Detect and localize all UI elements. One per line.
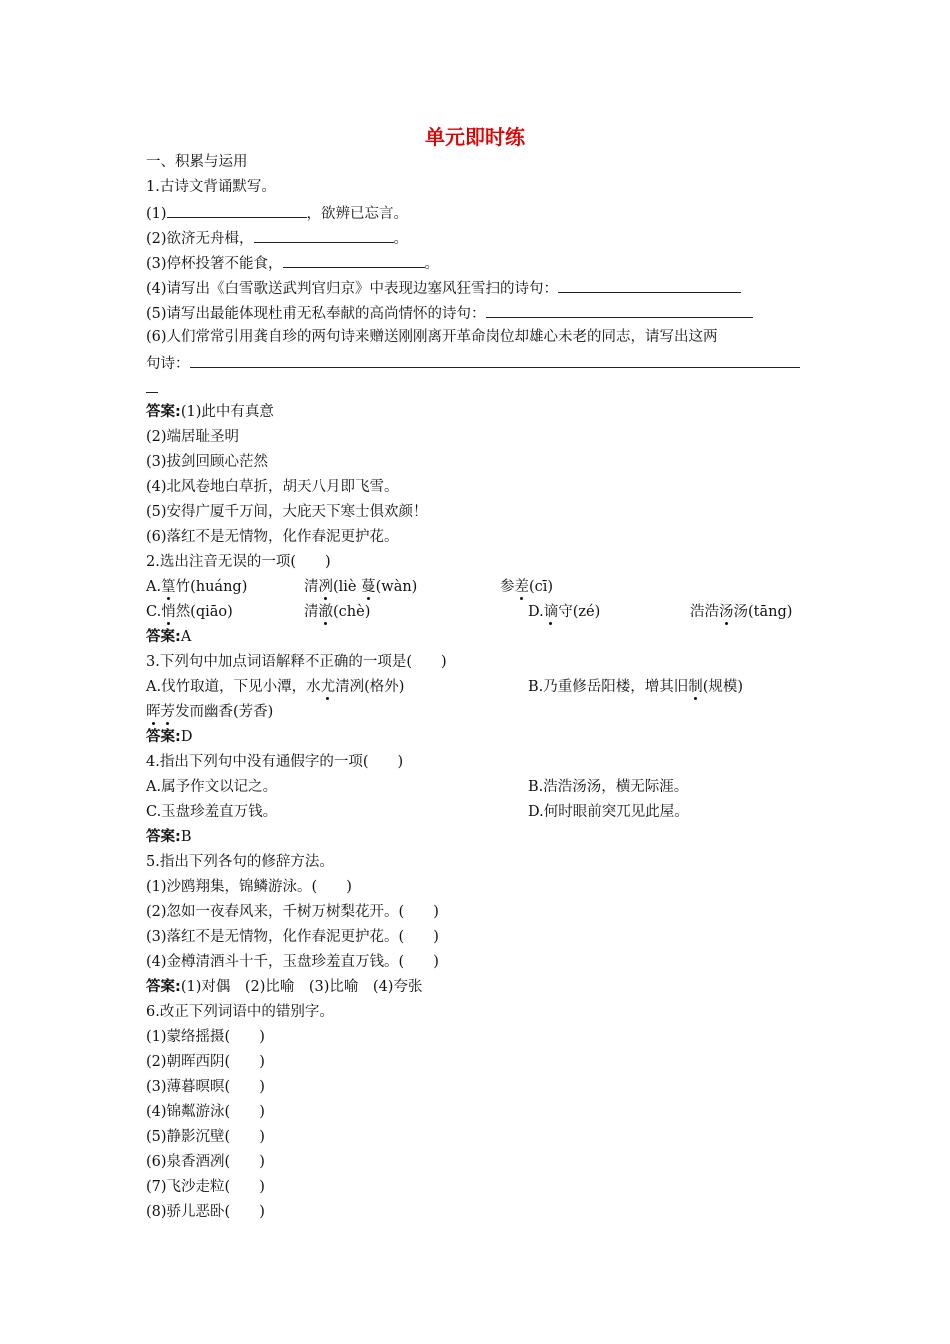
- question-6-item: (3)薄暮暝暝( ): [146, 1079, 265, 1095]
- option-b: B.浩浩汤汤，横无际涯。: [528, 779, 689, 795]
- option-a: A.属予作文以记之。: [146, 779, 278, 795]
- answer-blank: [190, 352, 800, 368]
- option-c1: C.悄然(qiāo): [146, 604, 233, 620]
- question-1-item-2: (2)欲济无舟楫， 。: [146, 227, 408, 249]
- question-1-item-5: (5)请写出最能体现杜甫无私奉献的高尚情怀的诗句：: [146, 302, 753, 324]
- question-5-item: (4)金樽清酒斗十千，玉盘珍羞直万钱。( ): [146, 954, 439, 970]
- answer-blank: [254, 227, 394, 243]
- question-6-item: (6)泉香酒冽( ): [146, 1154, 265, 1170]
- option-a3: 参差(cī): [500, 579, 554, 595]
- answer-line: (5)安得广厦千万间，大庇天下寒士俱欢颜！: [146, 504, 428, 520]
- answer-blank: [486, 302, 753, 318]
- question-1-item-1: (1) ，欲辨已忘言。: [146, 202, 408, 224]
- question-5-item: (3)落红不是无情物，化作春泥更护花。( ): [146, 929, 439, 945]
- question-1-item-6-cont: 句诗：: [146, 352, 800, 374]
- question-1-item-3: (3)停杯投箸不能食， 。: [146, 252, 439, 274]
- option-d: D.何时眼前突兀见此屋。: [528, 804, 689, 820]
- answer-blank: [167, 202, 307, 218]
- question-1-answer: 答案:(1)此中有真意: [146, 404, 274, 420]
- question-6-item: (8)骄儿恶卧( ): [146, 1204, 265, 1220]
- question-6-item: (4)锦粼游泳( ): [146, 1104, 265, 1120]
- question-2-answer: 答案:A: [146, 629, 192, 645]
- option-a: A.伐竹取道，下见小潭，水尤清冽(格外): [146, 679, 405, 695]
- question-6-stem: 6.改正下列词语中的错别字。: [146, 1004, 334, 1020]
- question-4-answer: 答案:B: [146, 829, 192, 845]
- option-d: D.谪守(zé): [528, 604, 601, 620]
- answer-line: (6)落红不是无情物，化作春泥更护花。: [146, 529, 399, 545]
- question-5-stem: 5.指出下列各句的修辞方法。: [146, 854, 334, 870]
- question-5-item: (2)忽如一夜春风来，千树万树梨花开。( ): [146, 904, 439, 920]
- question-6-item: (1)蒙络摇摄( ): [146, 1029, 265, 1045]
- option-c2: 清澈(chè): [304, 604, 371, 620]
- question-1-stem: 1.古诗文背诵默写。: [146, 179, 276, 195]
- answer-line: (3)拔剑回顾心茫然: [146, 454, 269, 470]
- question-6-item: (7)飞沙走粒( ): [146, 1179, 265, 1195]
- option-a2: 清冽(liè 蔓(wàn): [304, 579, 418, 595]
- option-a1: A.篁竹(huáng): [146, 579, 248, 595]
- option-e: 浩浩汤汤(tāng): [690, 604, 793, 620]
- answer-blank: [558, 277, 741, 293]
- section-heading: 一、积累与运用: [146, 154, 248, 170]
- question-3-stem: 3.下列句中加点词语解释不正确的一项是( ): [146, 654, 447, 670]
- question-6-item: (5)静影沉壁( ): [146, 1129, 265, 1145]
- question-1-item-4: (4)请写出《白雪歌送武判官归京》中表现边塞风狂雪扫的诗句：: [146, 277, 741, 299]
- answer-line: (4)北风卷地白草折，胡天八月即飞雪。: [146, 479, 399, 495]
- answer-line: (2)端居耻圣明: [146, 429, 240, 445]
- answer-blank: [283, 252, 425, 268]
- question-6-item: (2)朝晖西阴( ): [146, 1054, 265, 1070]
- option-c: C.玉盘珍羞直万钱。: [146, 804, 278, 820]
- page-title: 单元即时练: [425, 125, 525, 149]
- question-1-item-6: (6)人们常常引用龚自珍的两句诗来赠送刚刚离开革命岗位却雄心未老的同志，请写出这两: [146, 329, 718, 345]
- answer-blank-tail: [146, 377, 158, 399]
- option-b: B.乃重修岳阳楼，增其旧制(规模): [528, 679, 744, 695]
- question-2-stem: 2.选出注音无误的一项( ): [146, 554, 331, 570]
- question-3-answer: 答案:D: [146, 729, 193, 745]
- question-5-answer: 答案:(1)对偶 (2)比喻 (3)比喻 (4)夸张: [146, 979, 423, 995]
- question-5-item: (1)沙鸥翔集，锦鳞游泳。( ): [146, 879, 352, 895]
- question-4-stem: 4.指出下列句中没有通假字的一项( ): [146, 754, 404, 770]
- option-c: 晖芳发而幽香(芳香): [146, 704, 274, 720]
